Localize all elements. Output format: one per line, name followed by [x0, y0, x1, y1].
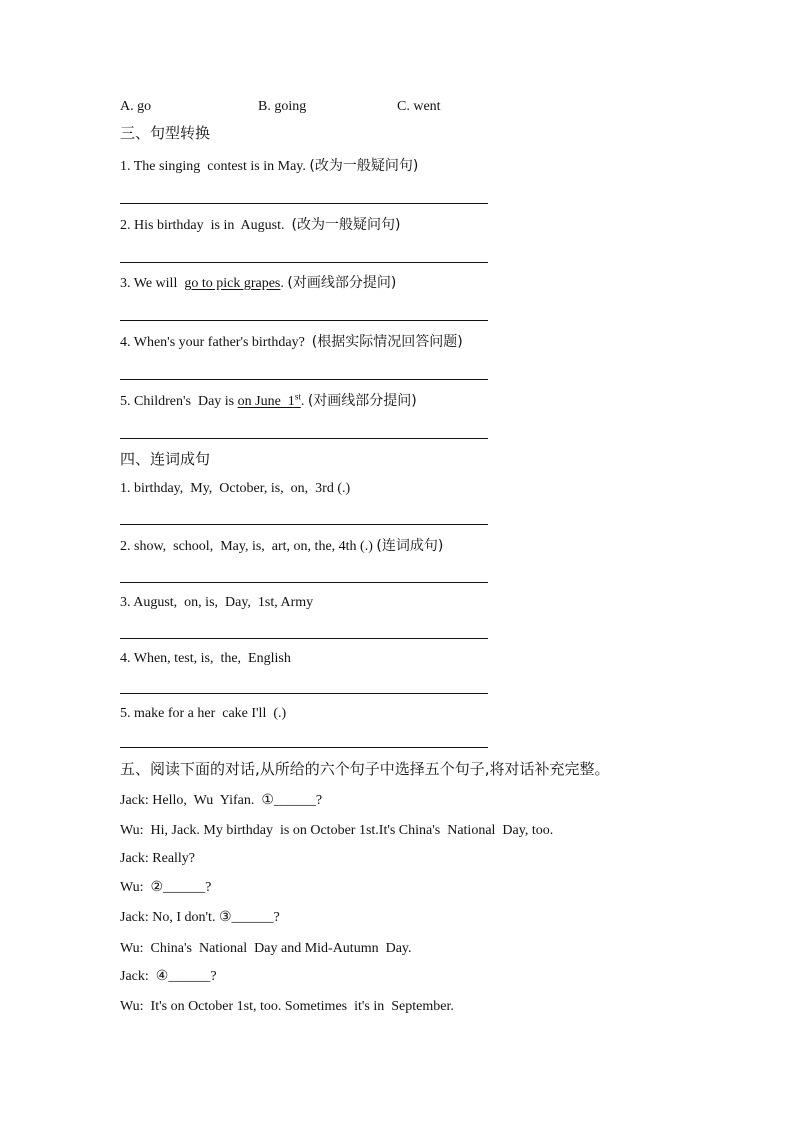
section-4-title: 四、连词成句	[120, 450, 211, 468]
dialogue-line: Wu: It's on October 1st, too. Sometimes it's in September.	[120, 999, 454, 1014]
s3-q3-post: .	[280, 276, 288, 291]
dialogue-line: Jack: Really?	[120, 851, 196, 866]
answer-line	[120, 379, 488, 380]
s3-question-2	[120, 216, 400, 235]
s3-question-3	[120, 274, 396, 293]
dialogue-line: Wu: China's National Day and Mid-Autumn Day.	[120, 941, 412, 956]
s3-q1-note: (改为一般疑问句)	[309, 158, 419, 174]
s3-q4-text: 4. When's your father's birthday?	[120, 335, 312, 350]
dialogue-line: Jack: Hello, Wu Yifan. ①______?	[120, 793, 323, 808]
s4-q2-text: 2. show, school, May, is, art, on, the, 4th (.)	[120, 539, 377, 554]
section-3-title: 三、句型转换	[120, 124, 211, 142]
s3-q5-note: (对画线部分提问)	[307, 393, 417, 409]
s3-q3-note: (对画线部分提问)	[287, 275, 397, 291]
option-b: B. going	[258, 99, 307, 114]
option-c: C. went	[397, 99, 441, 114]
answer-line	[120, 638, 488, 639]
dialogue-line: Wu: Hi, Jack. My birthday is on October 1st.It's China's National Day, too.	[120, 823, 554, 838]
s4-question-5: 5. make for a her cake I'll (.)	[120, 706, 287, 721]
s3-q5-underlined-text: on June 1	[237, 394, 295, 409]
answer-line	[120, 582, 488, 583]
answer-line	[120, 320, 488, 321]
s4-question-3: 3. August, on, is, Day, 1st, Army	[120, 595, 314, 610]
s3-q2-text: 2. His birthday is in August.	[120, 218, 292, 233]
s3-q4-note: (根据实际情况回答问题)	[311, 334, 463, 350]
s3-q2-note: (改为一般疑问句)	[291, 217, 401, 233]
dialogue-line: Jack: No, I don't. ③______?	[120, 910, 280, 925]
s3-q5-sup: st	[294, 391, 301, 402]
answer-line	[120, 203, 488, 204]
answer-line	[120, 524, 488, 525]
answer-line	[120, 693, 488, 694]
s3-question-4	[120, 333, 463, 352]
dialogue-line: Jack: ④______?	[120, 969, 217, 984]
s3-q5-post: .	[300, 394, 308, 409]
dialogue-line: Wu: ②______?	[120, 880, 212, 895]
s3-q3-pre: 3. We will	[120, 276, 185, 291]
answer-line	[120, 747, 488, 748]
s3-q3-underlined: go to pick grapes	[184, 276, 281, 291]
s3-q5-underlined	[237, 391, 301, 409]
option-a: A. go	[120, 99, 152, 114]
s3-q1-text: 1. The singing contest is in May.	[120, 159, 310, 174]
answer-line	[120, 438, 488, 439]
s4-question-4: 4. When, test, is, the, English	[120, 651, 291, 666]
s4-q2-note: (连词成句)	[376, 538, 444, 554]
s3-question-5	[120, 392, 417, 411]
s4-question-1: 1. birthday, My, October, is, on, 3rd (.)	[120, 481, 351, 496]
s4-question-2	[120, 537, 443, 556]
s3-question-1	[120, 157, 418, 176]
answer-line	[120, 262, 488, 263]
s3-q5-pre: 5. Children's Day is	[120, 394, 238, 409]
section-5-title: 五、阅读下面的对话,从所给的六个句子中选择五个句子,将对话补充完整。	[120, 760, 610, 778]
